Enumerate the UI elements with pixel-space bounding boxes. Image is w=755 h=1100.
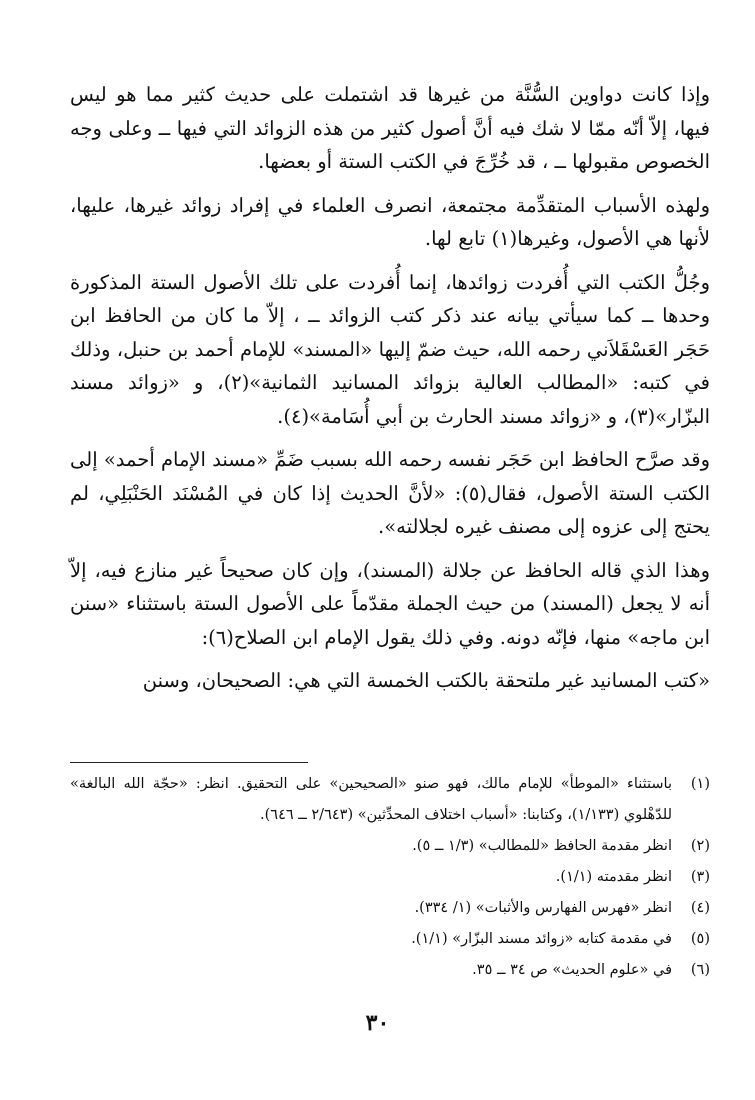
footnote-text: باستثناء «الموطأ» للإمام مالك، فهو صنو «الصحيحين» على التحقيق. انظر: «حجّة الله البالغة» للدّهْلوي (١/١٣٣)، وكتابنا: «أسباب اختلاف المحدِّثين» (٢/٦٤٣ ــ ٦٤٦). (70, 776, 672, 823)
paragraph-5: وهذا الذي قاله الحافظ عن جلالة (المسند)، وإن كان صحيحاً غير منازع فيه، إلاّ أنه لا يجعل (المسند) من حيث الجملة مقدّماً على الأصول الستة باستثناء «سنن ابن ماجه» منها، فإنّه دونه. وفي ذلك يقول الإمام ابن الصلاح(٦): (70, 558, 710, 649)
footnote-number: (٦) (690, 962, 710, 978)
footnote-number: (٣) (690, 869, 710, 885)
paragraph-2: ولهذه الأسباب المتقدِّمة مجتمعة، انصرف العلماء في إفراد زوائد غيرها، عليها، لأنها هي الأصول، وغيرها(١) تابع لها. (70, 193, 710, 250)
footnote (70, 924, 710, 955)
footnote-text: في «علوم الحديث» ص ٣٤ ــ ٣٥. (472, 962, 672, 978)
footnote (70, 769, 710, 831)
footnote-text: انظر مقدمته (١/١). (555, 869, 672, 885)
footnote-text: انظر «فهرس الفهارس والأثبات» (١/ ٣٣٤). (414, 900, 672, 916)
footnote-number: (٢) (690, 838, 710, 854)
paragraph-4: وقد صرَّح الحافظ ابن حَجَر نفسه رحمه الله بسبب ضَمِّ «مسند الإمام أحمد» إلى الكتب الستة الأصول، فقال(٥): «لأنَّ الحديث إذا كان في المُسْنَد الحَنْبَلِي، لم يحتج إلى عزوه إلى مصنف غيره لجلالته». (70, 448, 710, 538)
footnote-divider (70, 762, 308, 763)
paragraph-1: وإذا كانت دواوين السُّنَّة من غيرها قد اشتملت على حديث كثير مما هو ليس فيها، إلاّ أنّه ممّا لا شك فيه أنَّ أصول كثير من هذه الزوائد التي فيها ــ وعلى وجه الخصوص مقبولها ــ ، قد خُرِّجَ في الكتب الستة أو بعضها. (70, 83, 710, 173)
footnote-number: (٥) (690, 931, 710, 947)
footnote-text: انظر مقدمة الحافظ «للمطالب» (١/٣ ــ ٥). (412, 838, 672, 854)
footnote (70, 955, 710, 986)
footnote-text: في مقدمة كتابه «زوائد مسند البزّار» (١/١). (411, 931, 672, 947)
footnote-number: (١) (690, 776, 710, 792)
main-text (70, 78, 710, 708)
page-number: ٣٠ (365, 1010, 390, 1036)
paragraph-3: وجُلُّ الكتب التي أُفردت زوائدها، إنما أُفردت على تلك الأصول الستة المذكورة وحدها ــ كما سيأتي بيانه عند ذكر كتب الزوائد ــ ، إلاّ ما كان من الحافظ ابن حَجَر العَسْقَلاَني رحمه الله، حيث ضمّ إليها «المسند» للإمام أحمد بن حنبل، وذلك في كتبه: «المطالب العالية بزوائد المسانيد الثمانية»(٢)، و «زوائد مسند البزّار»(٣)، و «زوائد مسند الحارث بن أبي أُسَامة»(٤). (70, 270, 711, 428)
footnotes (70, 769, 710, 986)
footnote (70, 893, 710, 924)
footnote-number: (٤) (690, 900, 710, 916)
footnote (70, 862, 710, 893)
footnote (70, 831, 710, 862)
paragraph-6: «كتب المسانيد غير ملتحقة بالكتب الخمسة التي هي: الصحيحان، وسنن (142, 669, 710, 692)
